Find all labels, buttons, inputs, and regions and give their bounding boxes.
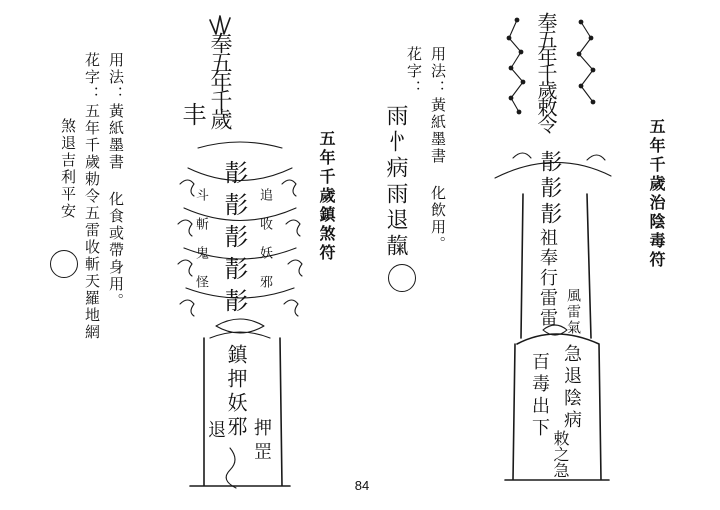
talisman-stack-glyph: 𩇕	[220, 160, 248, 192]
talisman-body-glyph: 出	[529, 396, 550, 418]
talisman-body-glyph: 鎮	[224, 344, 248, 368]
left-talisman-side-left	[194, 188, 207, 304]
talisman-mid-glyph: 雷	[537, 308, 558, 328]
talisman-body-glyph: 押	[224, 368, 248, 392]
left-title: 五年千歲鎮煞符	[317, 130, 336, 263]
right-flower-glyphs	[384, 104, 406, 260]
talisman-glyph: 令	[534, 114, 558, 131]
talisman-glyph: 五	[207, 51, 232, 70]
talisman-glyph: 歲	[534, 80, 558, 97]
talisman-side-glyph: 鬼	[193, 246, 208, 275]
talisman-side-glyph: 氣	[565, 320, 581, 336]
talisman-side-glyph: 妖	[257, 246, 272, 275]
talisman-body-glyph: 敕	[551, 430, 570, 446]
right-talisman-top-glyphs	[536, 12, 556, 131]
talisman-stack-glyph: 𩇕	[220, 192, 248, 224]
flower-glyph: 雨	[383, 182, 408, 208]
left-talisman-body-left	[206, 420, 224, 440]
left-talisman-top-glyphs	[208, 32, 230, 127]
right-talisman-body-right	[562, 344, 580, 432]
talisman-glyph: 年	[534, 46, 558, 63]
right-talisman-stack	[538, 150, 560, 228]
talisman-body-glyph: 罡	[251, 442, 272, 466]
talisman-body-glyph: 病	[561, 410, 582, 432]
usage-text: 黃紙墨書 化食或帶身用。	[107, 103, 125, 310]
talisman-body-glyph: 妖	[224, 392, 248, 416]
talisman-mid-glyph: 祖	[537, 228, 558, 248]
flower-glyph: 雨	[383, 104, 408, 130]
talisman-side-glyph: 邪	[257, 275, 272, 304]
flower-glyph: 㣺	[383, 130, 408, 156]
talisman-stack-glyph: 𩇕	[537, 202, 562, 228]
left-flower	[84, 52, 99, 341]
flower-glyph: 病	[383, 156, 408, 182]
left-talisman-body-right	[252, 418, 270, 466]
right-usage	[430, 46, 445, 253]
talisman-side-glyph: 風	[565, 288, 581, 304]
talisman-mid-glyph: 行	[537, 268, 558, 288]
talisman-glyph: 奉	[534, 12, 558, 29]
right-talisman-mid	[538, 228, 556, 328]
talisman-stack-glyph: 𩇕	[220, 288, 248, 320]
left-talisman-side-right	[258, 188, 271, 304]
flower-label: 花字：	[83, 52, 101, 103]
right-talisman-drawing	[495, 8, 625, 498]
talisman-mid-glyph: 奉	[537, 248, 558, 268]
talisman-side-glyph: 追	[257, 188, 272, 217]
right-talisman-body-left	[530, 352, 548, 440]
talisman-stack-glyph: 𩇕	[537, 150, 562, 176]
usage-text: 黃紙墨書 化飲用。	[429, 97, 447, 253]
talisman-mid-glyph: 雷	[537, 288, 558, 308]
usage-label: 用法：	[429, 46, 447, 97]
right-talisman-side-right	[566, 288, 580, 336]
talisman-glyph: 五	[534, 29, 558, 46]
talisman-body-glyph: 退	[561, 366, 582, 388]
talisman-glyph: 歲	[207, 108, 232, 127]
talisman-body-glyph: 下	[529, 418, 550, 440]
talisman-body-glyph: 之	[551, 446, 570, 462]
flower-text: 五年千歲勅令五雷收斬天羅地網	[83, 103, 101, 341]
talisman-body-glyph: 陰	[561, 388, 582, 410]
flower-glyph: 退	[383, 208, 408, 234]
talisman-stack-glyph: 𩇕	[220, 256, 248, 288]
left-talisman-stack	[222, 160, 246, 320]
right-talisman-bottom	[552, 430, 568, 478]
talisman-side-glyph: 斬	[193, 217, 208, 246]
talisman-body-glyph: 邪	[224, 416, 248, 440]
talisman-body-glyph: 毒	[529, 374, 550, 396]
right-title: 五年千歲治陰毒符	[647, 118, 666, 270]
seal-circle-icon	[50, 250, 78, 278]
talisman-body-glyph: 急	[561, 344, 582, 366]
seal-circle-icon	[388, 264, 416, 292]
talisman-glyph: 千	[207, 89, 232, 108]
talisman-glyph: 千	[534, 63, 558, 80]
left-talisman-side-glyph: 丰	[178, 102, 206, 128]
talisman-side-glyph: 斗	[193, 188, 208, 217]
talisman-body-glyph: 退	[205, 420, 226, 440]
talisman-side-glyph: 雷	[565, 304, 581, 320]
talisman-stack-glyph: 𩇕	[220, 224, 248, 256]
talisman-stack-glyph: 𩇕	[537, 176, 562, 202]
left-usage	[108, 52, 123, 310]
talisman-side-glyph: 收	[257, 217, 272, 246]
talisman-body-glyph: 急	[551, 462, 570, 478]
flower-glyph: 靝	[383, 234, 408, 260]
talisman-glyph: 年	[207, 70, 232, 89]
left-talisman-body	[226, 344, 246, 440]
talisman-body-glyph: 押	[251, 418, 272, 442]
right-flower-label: 花字：	[405, 46, 423, 97]
talisman-glyph: 奉	[207, 32, 232, 51]
talisman-side-glyph: 怪	[193, 275, 208, 304]
usage-label: 用法：	[107, 52, 125, 103]
talisman-body-glyph: 百	[529, 352, 550, 374]
left-flower-line2: 煞退吉利平安	[59, 118, 77, 220]
page-number: 84	[354, 478, 370, 493]
talisman-glyph: 敕	[534, 97, 558, 114]
